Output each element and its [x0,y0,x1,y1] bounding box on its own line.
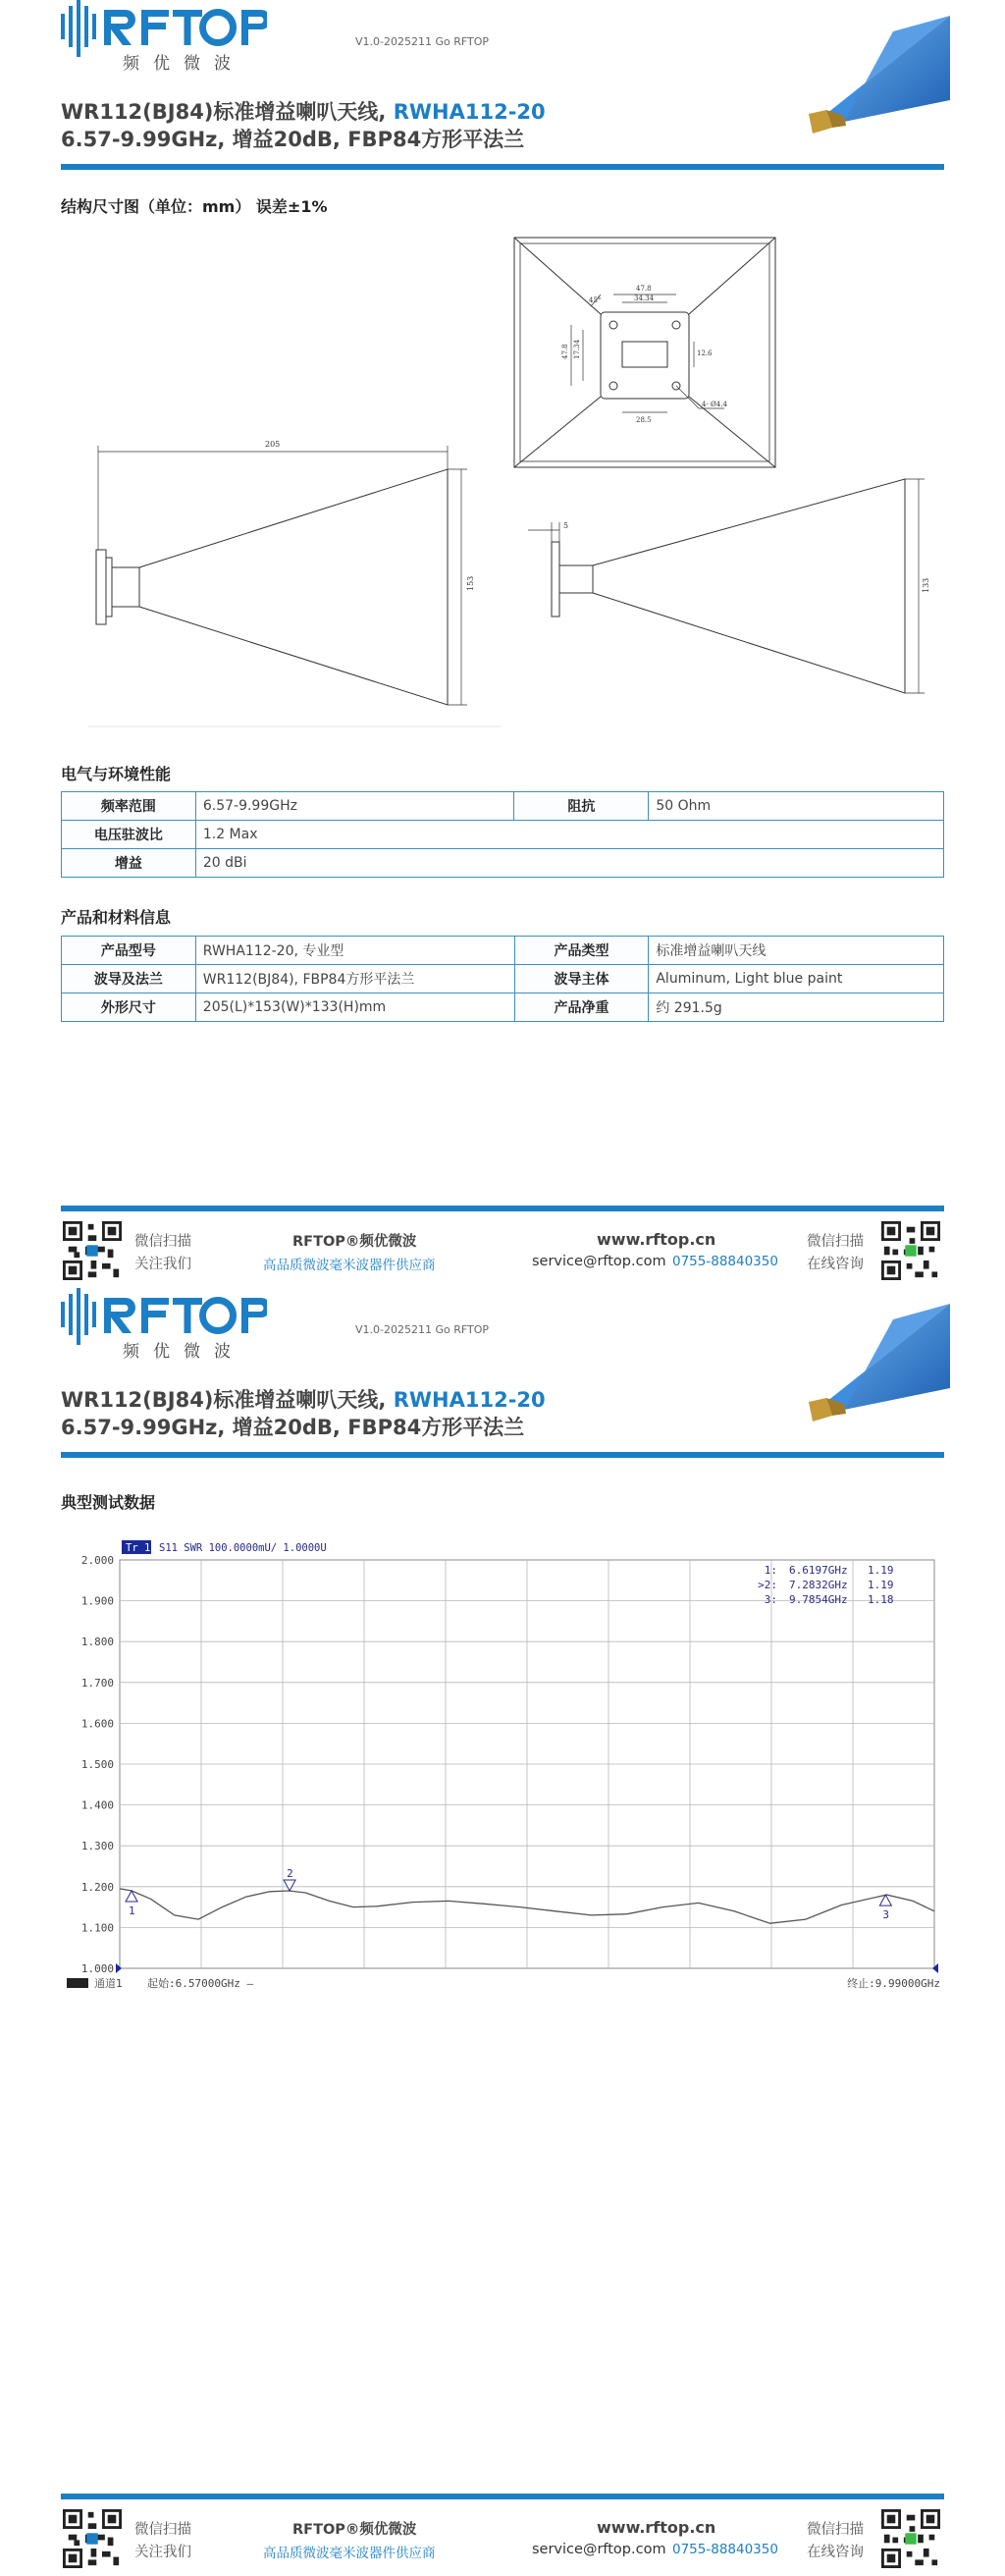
y-tick-label: 1.200 [80,1880,114,1894]
marker-table-freq: 7.2832GHz [789,1579,848,1591]
footer-follow-label: 关注我们 [134,2545,191,2560]
label-gain: 增益 [62,849,196,878]
model-number: RWHA112-20 [393,1388,546,1412]
channel-label: 通道1 [94,1977,123,1990]
stop-frequency: 终止:9.99000GHz [847,1977,940,1990]
footer-phone: 0755-88840350 [672,1254,778,1269]
chart-header: S11 SWR 100.0000mU/ 1.0000U [159,1542,327,1554]
top-view-drawing [522,471,934,736]
label-frequency: 频率范围 [62,792,196,821]
marker-table-id: >2: [758,1579,777,1591]
channel-indicator [67,1978,88,1988]
footer-divider [61,2494,944,2499]
value-weight: 约 291.5g [649,993,944,1022]
section-product-title: 产品和材料信息 [61,908,172,927]
marker-label: 1 [129,1904,135,1917]
logo-chinese-name: 频优微波 [123,1342,244,1362]
horn-antenna-image [805,12,952,137]
product-subtitle: 6.57-9.99GHz, 增益20dB, FBP84方形平法兰 [61,128,525,151]
y-tick-label: 1.900 [80,1594,114,1608]
marker-table-id: 3: [764,1593,777,1606]
product-subtitle: 6.57-9.99GHz, 增益20dB, FBP84方形平法兰 [61,1416,525,1439]
trace-label: Tr 1 [126,1542,151,1554]
vswr-chart [61,1538,944,1990]
footer-consult-label: 在线咨询 [807,1257,864,1272]
dim-hole-callout: 4- Ø4.4 [702,401,727,408]
dim-height-left: 153 [466,575,475,591]
marker-label: 3 [882,1908,889,1922]
footer-slogan: 高品质微波毫米波器件供应商 [263,2546,436,2561]
front-view-drawing [512,236,779,471]
dim-hole-spacing: 34.34 [634,295,655,302]
label-vswr: 电压驻波比 [62,821,196,849]
footer-scan-label-2: 微信扫描 [807,2522,864,2538]
version-label: V1.0-2025211 Go RFTOP [355,1323,490,1336]
marker-table-value: 1.19 [868,1564,894,1577]
y-tick-label: 1.400 [80,1798,114,1812]
footer-website[interactable]: www.rftop.cn [597,1230,716,1249]
side-view-drawing [88,432,520,746]
y-tick-label: 1.100 [80,1921,114,1935]
section-electrical-title: 电气与环境性能 [61,765,172,783]
y-tick-label: 1.800 [80,1636,114,1649]
electrical-table [61,791,944,878]
section-test-title: 典型测试数据 [61,1493,156,1512]
section-dimensions-title: 结构尺寸图（单位：mm） 误差±1% [61,197,328,216]
footer-slogan: 高品质微波毫米波器件供应商 [263,1258,436,1273]
table-row [62,849,944,878]
y-tick-label: 1.300 [80,1840,114,1853]
dim-flange-height: 47.8 [561,344,569,359]
marker-table-freq: 6.6197GHz [789,1564,848,1577]
footer-consult-label: 在线咨询 [807,2545,864,2560]
horn-antenna-image [805,1300,952,1425]
label-waveguide: 波导及法兰 [62,965,196,993]
footer-scan-label: 微信扫描 [134,1234,191,1250]
wechat-consult-qr-icon [881,2509,940,2568]
dim-length: 205 [265,440,281,449]
footer-email[interactable]: service@rftop.com [532,1254,666,1269]
label-dimensions: 外形尺寸 [62,993,196,1022]
label-model: 产品型号 [62,937,196,965]
value-frequency: 6.57-9.99GHz [195,792,514,821]
label-body: 波导主体 [514,965,649,993]
logo-chinese-name: 频优微波 [123,54,244,74]
version-label: V1.0-2025211 Go RFTOP [355,35,490,48]
footer-company: RFTOP®频优微波 [292,2522,417,2538]
footer-website[interactable]: www.rftop.cn [597,2518,716,2537]
dim-flange-width: 47.8 [636,285,652,293]
footer-follow-label: 关注我们 [134,1257,191,1272]
title-prefix: WR112(BJ84)标准增益喇叭天线, [61,1388,387,1412]
value-body: Aluminum, Light blue paint [649,965,944,993]
wechat-follow-qr-icon [63,2509,122,2568]
y-tick-label: 1.600 [80,1717,114,1731]
page-2 [0,1288,1005,2576]
footer-scan-label-2: 微信扫描 [807,1234,864,1250]
footer-company: RFTOP®频优微波 [292,1234,417,1250]
footer-email[interactable]: service@rftop.com [532,2542,666,2557]
marker-table-value: 1.19 [868,1579,894,1591]
label-weight: 产品净重 [514,993,649,1022]
y-tick-label: 1.500 [80,1758,114,1771]
model-number: RWHA112-20 [393,100,546,124]
y-tick-label: 2.000 [80,1554,114,1567]
table-row [62,993,944,1022]
dim-angle: 45° [589,296,602,304]
header-divider [61,164,944,170]
dim-aperture-width: 28.5 [636,416,652,424]
wechat-consult-qr-icon [881,1221,940,1280]
value-dimensions: 205(L)*153(W)*133(H)mm [195,993,514,1022]
wechat-follow-qr-icon [63,1221,122,1280]
product-title [61,96,546,126]
table-row [62,965,944,993]
marker-table-value: 1.18 [868,1593,894,1606]
footer-scan-label: 微信扫描 [134,2522,191,2538]
table-row [62,937,944,965]
marker-table-freq: 9.7854GHz [789,1593,848,1606]
value-type: 标准增益喇叭天线 [649,937,944,965]
header-divider [61,1452,944,1458]
marker-label: 2 [287,1866,293,1880]
label-type: 产品类型 [514,937,649,965]
value-waveguide: WR112(BJ84), FBP84方形平法兰 [195,965,514,993]
y-tick-label: 1.700 [80,1676,114,1690]
start-frequency: 起始:6.57000GHz — [147,1977,254,1990]
dim-height-right: 133 [922,577,930,593]
value-model: RWHA112-20, 专业型 [195,937,514,965]
label-impedance: 阻抗 [514,792,649,821]
table-row [62,821,944,849]
title-prefix: WR112(BJ84)标准增益喇叭天线, [61,100,387,124]
value-impedance: 50 Ohm [649,792,944,821]
table-row [62,792,944,821]
y-tick-label: 1.000 [80,1962,114,1975]
value-gain: 20 dBi [195,849,943,878]
footer-divider [61,1206,944,1211]
dim-hole-spacing-v: 17.34 [573,339,581,359]
product-table [61,936,944,1022]
marker-table-id: 1: [764,1564,777,1577]
product-title [61,1384,546,1414]
dim-flange-thickness: 5 [563,521,569,530]
footer-phone: 0755-88840350 [672,2542,778,2557]
value-vswr: 1.2 Max [195,821,943,849]
dim-aperture-height: 12.6 [697,349,713,357]
